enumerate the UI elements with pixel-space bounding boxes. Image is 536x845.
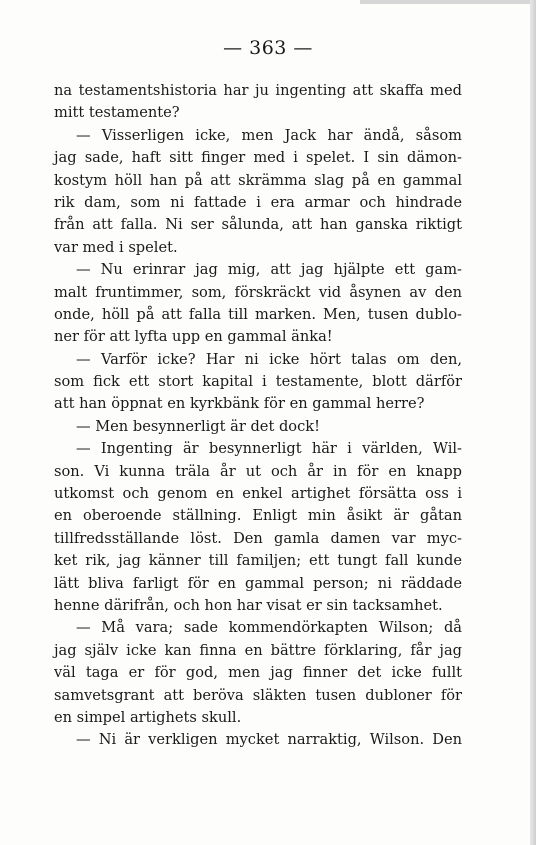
text-line: en simpel artighets skull. bbox=[54, 708, 242, 726]
text-line: mitt testamente? bbox=[54, 104, 180, 122]
text-line: — Men besynnerligt är det dock! bbox=[76, 417, 320, 435]
text-line: väl taga er för god, men jag finner det icke fullt bbox=[54, 664, 462, 682]
text-line: utkomst och genom en enkel artighet försätta oss i bbox=[54, 485, 462, 503]
text-line: onde, höll på att falla till marken. Men, tusen dublo- bbox=[54, 305, 462, 323]
text-line: — Ni är verkligen mycket narraktig, Wilson. Den bbox=[76, 731, 462, 749]
page-edge-right bbox=[530, 0, 536, 845]
text-line: jag sade, haft sitt finger med i spelet. I sin dämon- bbox=[54, 149, 462, 167]
text-line: tillfredsställande löst. Den gamla damen var myc- bbox=[54, 529, 462, 547]
text-line: kostym höll han på att skrämma slag på en gammal bbox=[54, 171, 462, 189]
text-line: — Varför icke? Har ni icke hört talas om den, bbox=[76, 350, 462, 368]
text-line: — Nu erinrar jag mig, att jag hjälpte ett gam- bbox=[76, 261, 462, 279]
text-line: son. Vi kunna träla år ut och år in för en knapp bbox=[54, 462, 462, 480]
text-line: na testamentshistoria har ju ingenting att skaffa med bbox=[54, 82, 462, 99]
text-line: ket rik, jag känner till familjen; ett tungt fall kunde bbox=[54, 552, 462, 570]
text-line: — Visserligen icke, men Jack har ändå, såsom bbox=[76, 126, 462, 144]
text-line: malt fruntimmer, som, förskräckt vid åsynen av den bbox=[54, 283, 462, 301]
text-line: — Ingenting är besynnerligt här i världen, Wil- bbox=[76, 440, 462, 458]
text-line: att han öppnat en kyrkbänk för en gammal herre? bbox=[54, 395, 425, 413]
text-line: jag själv icke kan finna en bättre förklaring, får jag bbox=[54, 641, 462, 659]
text-line: från att falla. Ni ser sålunda, att han ganska riktigt bbox=[54, 216, 462, 234]
text-line: en oberoende ställning. Enligt min åsikt är gåtan bbox=[54, 507, 462, 525]
page-edge-top bbox=[360, 0, 536, 4]
text-line: — Må vara; sade kommendörkapten Wilson; då bbox=[76, 619, 462, 637]
page-number: — 363 — bbox=[223, 37, 313, 59]
text-line: som fick ett stort kapital i testamente, blott därför bbox=[54, 373, 462, 391]
text-line: rik dam, som ni fattade i era armar och hindrade bbox=[54, 193, 462, 211]
text-line: henne därifrån, och hon har visat er sin tacksamhet. bbox=[54, 596, 443, 614]
text-line: ner för att lyfta upp en gammal änka! bbox=[54, 328, 333, 346]
text-line: var med i spelet. bbox=[54, 238, 178, 256]
body-text bbox=[54, 80, 462, 752]
text-line: samvetsgrant att beröva släkten tusen dubloner för bbox=[54, 686, 462, 704]
text-line: lätt bliva farligt för en gammal person; ni räddade bbox=[54, 574, 462, 592]
